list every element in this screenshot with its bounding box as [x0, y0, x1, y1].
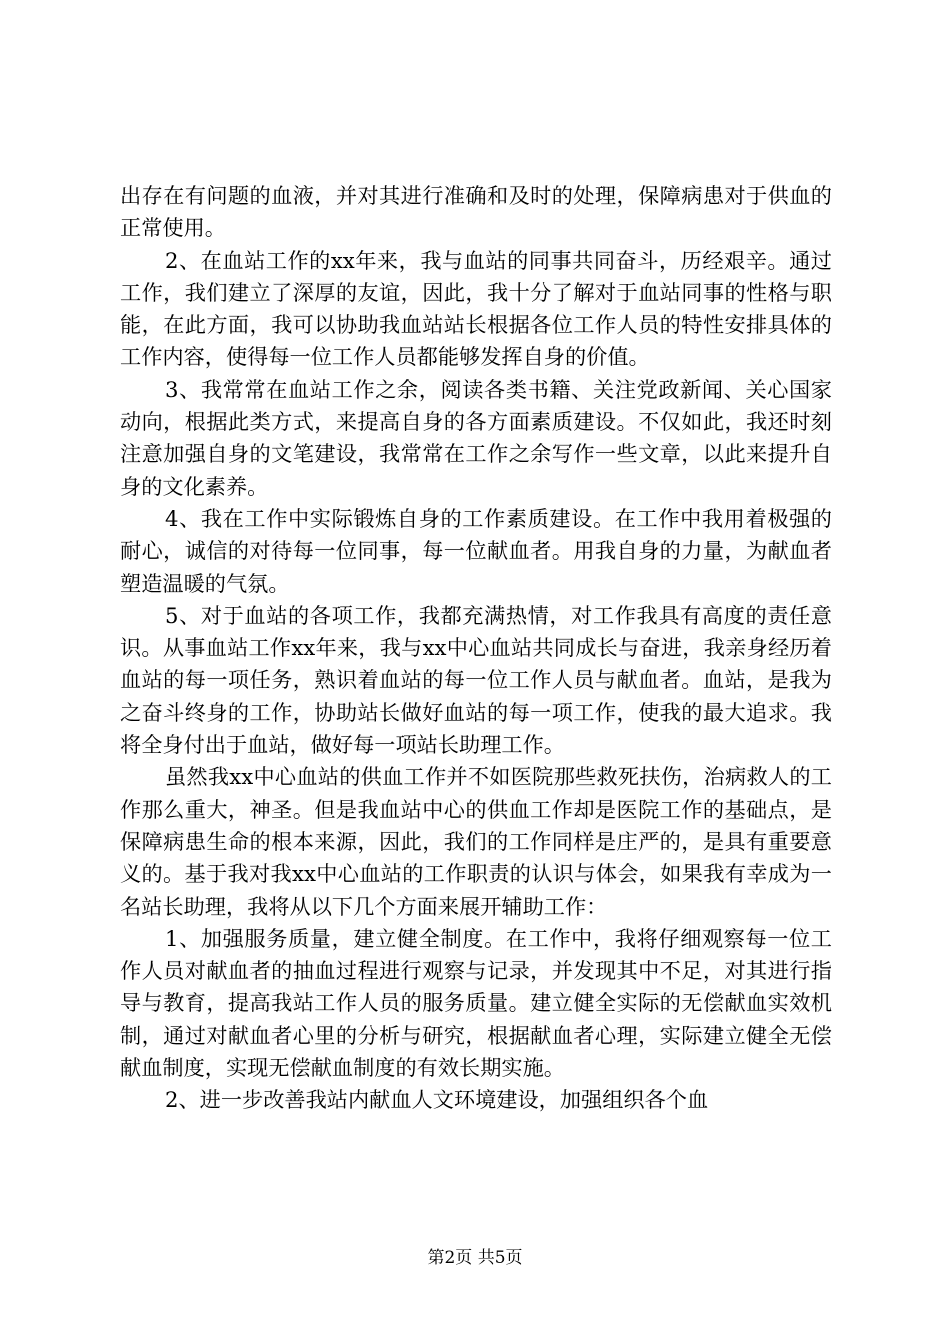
- paragraph-7: 1、加强服务质量，建立健全制度。在工作中，我将仔细观察每一位工作人员对献血者的抽血过程进行观察与记录，并发现其中不足，对其进行指导与教育，提高我站工作人员的服务质量。建立健全实际的无偿献血实效机制，通过对献血者心里的分析与研究，根据献血者心理，实际建立健全无偿献血制度，实现无偿献血制度的有效长期实施。: [120, 925, 832, 1081]
- paragraph-5: 5、对于血站的各项工作，我都充满热情，对工作我具有高度的责任意识。从事血站工作xx年来，我与xx中心血站共同成长与奋进，我亲身经历着血站的每一项任务，熟识着血站的每一位工作人员与献血者。血站，是我为之奋斗终身的工作，协助站长做好血站的每一项工作，使我的最大追求。我将全身付出于血站，做好每一项站长助理工作。: [120, 602, 832, 758]
- page-number-label: 第2页 共5页: [427, 1248, 523, 1268]
- paragraph-8: 2、进一步改善我站内献血人文环境建设，加强组织各个血: [165, 1087, 709, 1113]
- paragraph-3: 3、我常常在血站工作之余，阅读各类书籍、关注党政新闻、关心国家动向，根据此类方式，来提高自身的各方面素质建设。不仅如此，我还时刻注意加强自身的文笔建设，我常常在工作之余写作一些文章，以此来提升自身的文化素养。: [120, 376, 832, 499]
- paragraph-4: 4、我在工作中实际锻炼自身的工作素质建设。在工作中我用着极强的耐心，诚信的对待每一位同事，每一位献血者。用我自身的力量，为献血者塑造温暖的气氛。: [120, 505, 832, 596]
- paragraph-6: 虽然我xx中心血站的供血工作并不如医院那些救死扶伤，治病救人的工作那么重大，神圣。但是我血站中心的供血工作却是医院工作的基础点，是保障病患生命的根本来源，因此，我们的工作同样是庄严的，是具有重要意义的。基于我对我xx中心血站的工作职责的认识与体会，如果我有幸成为一名站长助理，我将从以下几个方面来展开辅助工作：: [120, 764, 832, 919]
- paragraph-1: 出存在有问题的血液，并对其进行准确和及时的处理，保障病患对于供血的正常使用。: [120, 183, 832, 241]
- page-footer: [0, 1247, 950, 1269]
- document-body: [120, 180, 832, 1117]
- paragraph-2: 2、在血站工作的xx年来，我与血站的同事共同奋斗，历经艰辛。通过工作，我们建立了深厚的友谊，因此，我十分了解对于血站同事的性格与职能，在此方面，我可以协助我血站站长根据各位工作人员的特性安排具体的工作内容，使得每一位工作人员都能够发挥自身的价值。: [120, 247, 832, 370]
